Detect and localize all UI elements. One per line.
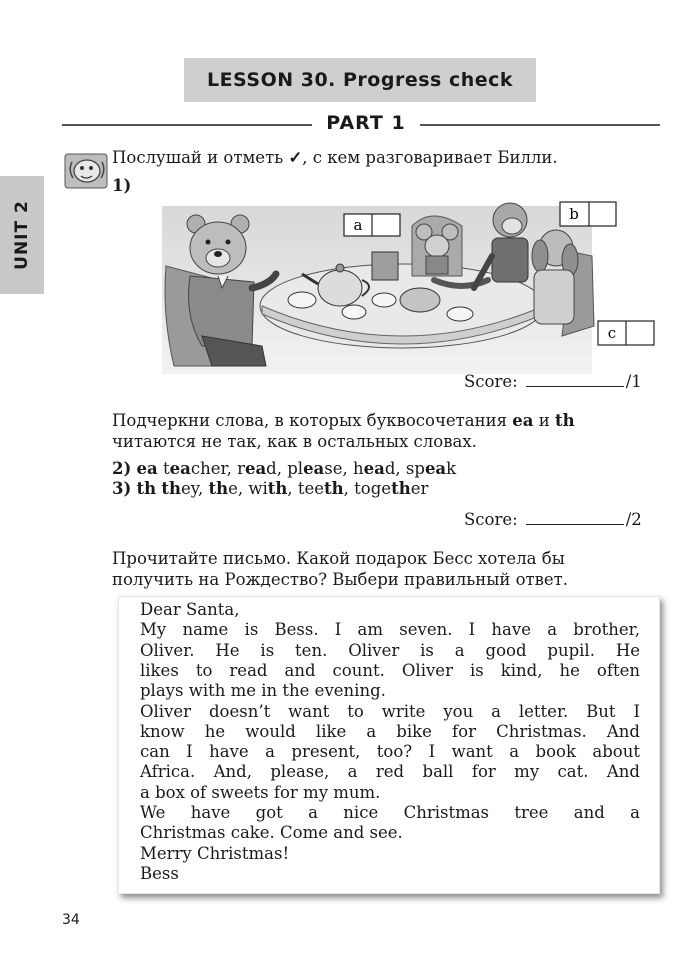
- fruit-bowl: [400, 288, 440, 312]
- digraph-th: th: [554, 411, 575, 430]
- word-digraph: th: [324, 479, 344, 498]
- letter-line: We have got a nice Christmas tree and a: [140, 803, 640, 822]
- task2-item-ea: [112, 458, 456, 480]
- part-rule-right: [420, 124, 660, 126]
- score-input[interactable]: [526, 372, 624, 387]
- word-digraph: th: [391, 479, 411, 498]
- word-part: er: [410, 479, 429, 498]
- score-total: /2: [625, 510, 642, 529]
- task2-instruction-line1: [112, 410, 575, 432]
- word-part: r: [237, 459, 245, 478]
- word-option[interactable]: [287, 459, 342, 478]
- task1-instruction-pre: Послушай и отметь: [112, 148, 289, 167]
- word-digraph: ea: [244, 459, 267, 478]
- lesson-title: [184, 58, 536, 102]
- task2-item-th: [112, 478, 428, 500]
- word-option[interactable]: [248, 479, 287, 498]
- word-option[interactable]: [354, 479, 428, 498]
- word-digraph: ea: [169, 459, 191, 478]
- word-part: sp: [405, 459, 425, 478]
- box-a-label: a: [353, 216, 363, 234]
- word-part: d: [384, 459, 396, 478]
- word-option[interactable]: [163, 459, 227, 478]
- score-label: Score:: [464, 510, 518, 529]
- word-part: se: [324, 459, 343, 478]
- letter-line: Merry Christmas!: [140, 843, 290, 863]
- letter-line: a box of sweets for my mum.: [140, 782, 381, 802]
- mouse-character: [412, 216, 462, 276]
- task1-instruction: [112, 147, 558, 169]
- unit-tab: [0, 176, 44, 294]
- word-digraph: th: [161, 479, 182, 498]
- word-option[interactable]: [237, 459, 277, 478]
- score-label: Score:: [464, 372, 518, 391]
- word-option[interactable]: [208, 479, 237, 498]
- score-task2: [464, 510, 642, 529]
- task3-instruction-line2: получить на Рождество? Выбери правильный ответ.: [112, 570, 569, 589]
- score-task1: [464, 372, 642, 391]
- word-part: wi: [248, 479, 268, 498]
- box-c-label: c: [607, 324, 617, 342]
- word-part: k: [446, 459, 457, 478]
- letter-line: know he would like a bike for Christmas. And: [140, 721, 640, 741]
- unit-tab-label: UNIT 2: [12, 200, 33, 270]
- part-rule-left: [62, 124, 312, 126]
- task1-instruction-post: , с кем разговаривает Билли.: [302, 148, 558, 167]
- word-part: e: [228, 479, 238, 498]
- word-part: toge: [354, 479, 392, 498]
- word-part: tee: [297, 479, 325, 498]
- part-title: PART 1: [326, 112, 406, 134]
- word-option[interactable]: [406, 459, 456, 478]
- answer-box-c[interactable]: [598, 321, 654, 345]
- word-digraph: th: [208, 479, 229, 498]
- letter-line: Africa. And, please, a red ball for my cat. And: [140, 762, 640, 782]
- task3-instruction-line1: Прочитайте письмо. Какой подарок Бесс хотела бы: [112, 549, 565, 568]
- letter-line: likes to read and count. Oliver is kind, he often: [140, 660, 640, 680]
- word-digraph: th: [267, 479, 288, 498]
- word-digraph: ea: [363, 459, 385, 478]
- letter-line: can I have a present, too? I want a book about: [140, 742, 640, 762]
- word-option[interactable]: [353, 459, 395, 478]
- box-b-label: b: [569, 205, 579, 223]
- word-digraph: ea: [424, 459, 447, 478]
- task2-instr-pre: Подчеркни слова, в которых буквосочетания: [112, 411, 513, 430]
- word-option[interactable]: [298, 479, 344, 498]
- word-part: h: [353, 459, 364, 478]
- letter-line: Oliver. He is ten. Oliver is a good pupil. He: [140, 640, 640, 660]
- item2-number: 2): [112, 459, 132, 478]
- word-digraph: ea: [303, 459, 325, 478]
- answer-box-a[interactable]: [344, 214, 400, 236]
- word-part: t: [163, 459, 170, 478]
- word-part: d: [266, 459, 277, 478]
- task2-instruction-line2: читаются не так, как в остальных словах.: [112, 432, 477, 451]
- task2-conj: и: [533, 411, 555, 430]
- item2-words: teacher, read, please, head, speak: [163, 459, 457, 478]
- part-header: [62, 112, 660, 138]
- lesson-title-text: LESSON 30. Progress check: [206, 69, 514, 91]
- digraph-ea: ea: [512, 411, 534, 430]
- item3-words: they, the, with, teeth, together: [161, 479, 429, 498]
- word-part: cher: [190, 459, 227, 478]
- listen-icon: [64, 150, 108, 190]
- score-input[interactable]: [526, 510, 624, 525]
- word-part: pl: [287, 459, 304, 478]
- letter-line: Dear Santa,: [140, 600, 240, 619]
- cake: [372, 252, 398, 280]
- score-total: /1: [625, 372, 642, 391]
- letter-line: Oliver doesn’t want to write you a letter. But I: [140, 701, 640, 721]
- tea-party-illustration: [162, 196, 662, 374]
- answer-box-b[interactable]: [560, 202, 616, 226]
- task1-number: 1): [112, 176, 132, 195]
- word-option[interactable]: [161, 479, 198, 498]
- item3-key: th: [136, 479, 157, 498]
- item2-key: ea: [136, 459, 158, 478]
- letter-line: My name is Bess. I am seven. I have a brother,: [140, 620, 640, 640]
- letter-line: Bess: [140, 863, 179, 883]
- word-part: ey: [181, 479, 198, 498]
- item3-number: 3): [112, 479, 132, 498]
- letter-line: plays with me in the evening.: [140, 681, 386, 701]
- checkmark-icon: ✓: [288, 148, 303, 167]
- page-number: 34: [62, 912, 80, 928]
- letter-line: Christmas cake. Come and see.: [140, 823, 403, 843]
